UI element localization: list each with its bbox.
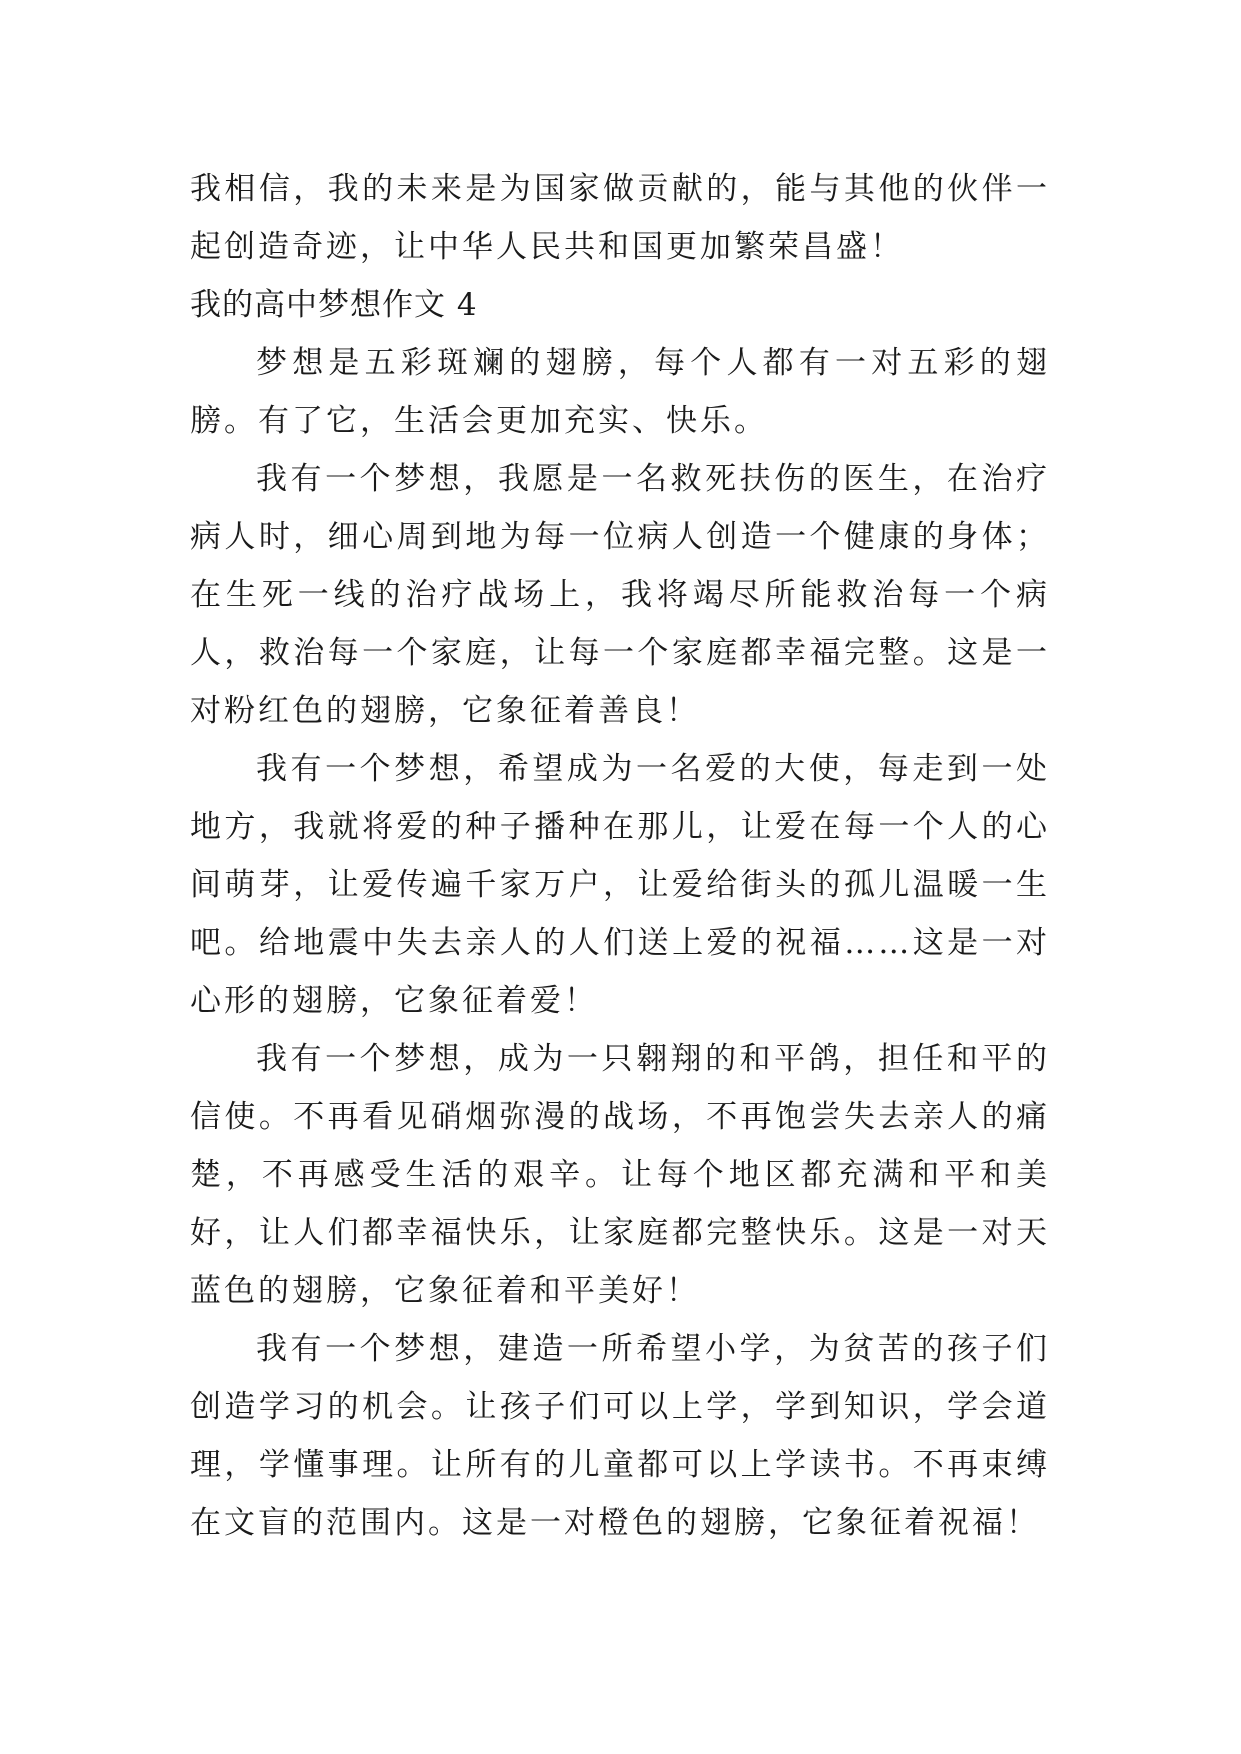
section-title: 我的高中梦想作文 4 bbox=[190, 287, 478, 323]
paragraph: 我有一个梦想，建造一所希望小学，为贫苦的孩子们创造学习的机会。让孩子们可以上学，学到知识，学会道理，学懂事理。让所有的儿童都可以上学读书。不再束缚在文盲的范围内。这是一对橙色的翅膀，它象征着祝福！ bbox=[190, 1331, 1050, 1541]
paragraph: 梦想是五彩斑斓的翅膀，每个人都有一对五彩的翅膀。有了它，生活会更加充实、快乐。 bbox=[190, 345, 1050, 439]
intro-paragraph: 我相信，我的未来是为国家做贡献的，能与其他的伙伴一起创造奇迹，让中华人民共和国更加繁荣昌盛！ bbox=[190, 171, 1050, 265]
paragraph: 我有一个梦想，成为一只翱翔的和平鸽，担任和平的信使。不再看见硝烟弥漫的战场，不再饱尝失去亲人的痛楚，不再感受生活的艰辛。让每个地区都充满和平和美好，让人们都幸福快乐，让家庭都完整快乐。这是一对天蓝色的翅膀，它象征着和平美好！ bbox=[190, 1041, 1050, 1309]
document-body bbox=[190, 160, 1050, 1552]
paragraph: 我有一个梦想，希望成为一名爱的大使，每走到一处地方，我就将爱的种子播种在那儿，让爱在每一个人的心间萌芽，让爱传遍千家万户，让爱给街头的孤儿温暖一生吧。给地震中失去亲人的人们送上爱的祝福……这是一对心形的翅膀，它象征着爱！ bbox=[190, 751, 1050, 1019]
paragraph: 我有一个梦想，我愿是一名救死扶伤的医生，在治疗病人时，细心周到地为每一位病人创造一个健康的身体；在生死一线的治疗战场上，我将竭尽所能救治每一个病人，救治每一个家庭，让每一个家庭都幸福完整。这是一对粉红色的翅膀，它象征着善良！ bbox=[190, 461, 1050, 729]
